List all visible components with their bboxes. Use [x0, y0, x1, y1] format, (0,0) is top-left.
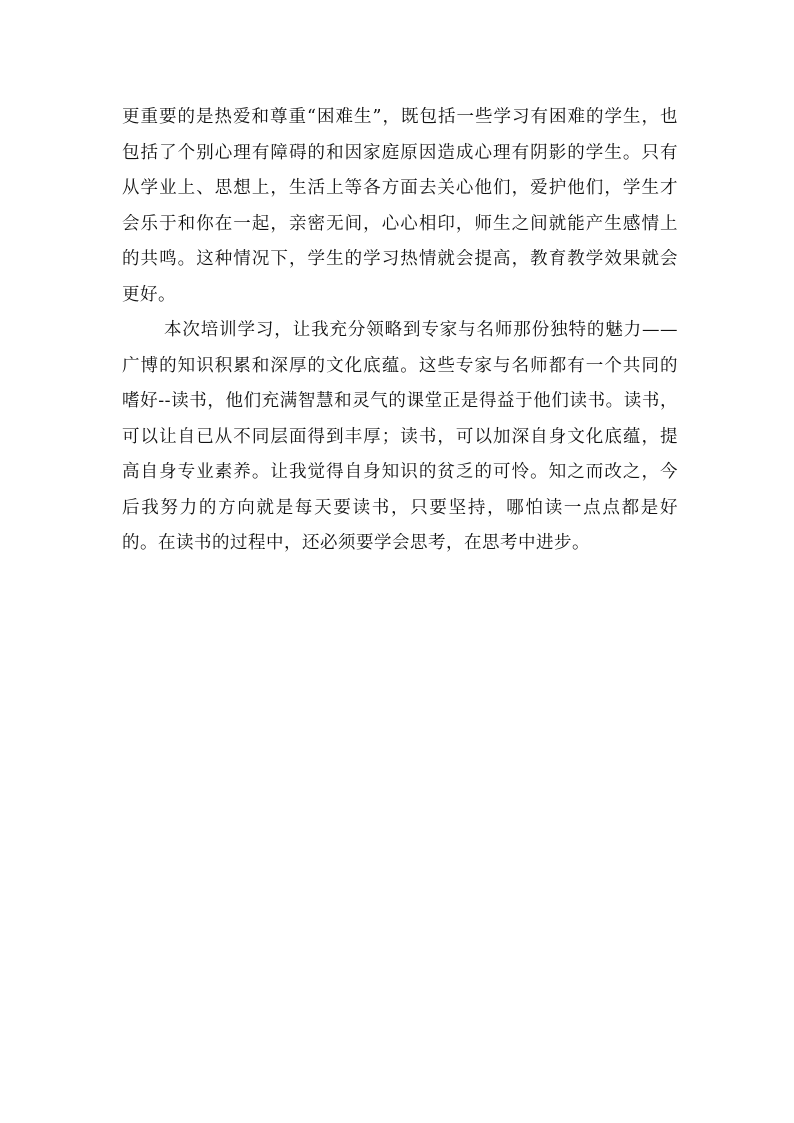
paragraph-1: 更重要的是热爱和尊重“困难生”，既包括一些学习有困难的学生，也包括了个别心理有障碍的和因家庭原因造成心理有阴影的学生。只有从学业上、思想上，生活上等各方面去关心他们，爱护他们，学生才会乐于和你在一起，亲密无间，心心相印，师生之间就能产生感情上的共鸣。这种情况下，学生的学习热情就会提高，教育教学效果就会更好。	[122, 107, 678, 305]
paragraph-2: 本次培训学习，让我充分领略到专家与名师那份独特的魅力——广博的知识积累和深厚的文化底蕴。这些专家与名师都有一个共同的嗜好--读书，他们充满智慧和灵气的课堂正是得益于他们读书。读书，可以让自已从不同层面得到丰厚；读书，可以加深自身文化底蕴，提高自身专业素养。让我觉得自身知识的贫乏的可怜。知之而改之，今后我努力的方向就是每天要读书，只要坚持，哪怕读一点点都是好的。在读书的过程中，还必须要学会思考，在思考中进步。	[122, 320, 678, 553]
document-body	[122, 100, 678, 562]
